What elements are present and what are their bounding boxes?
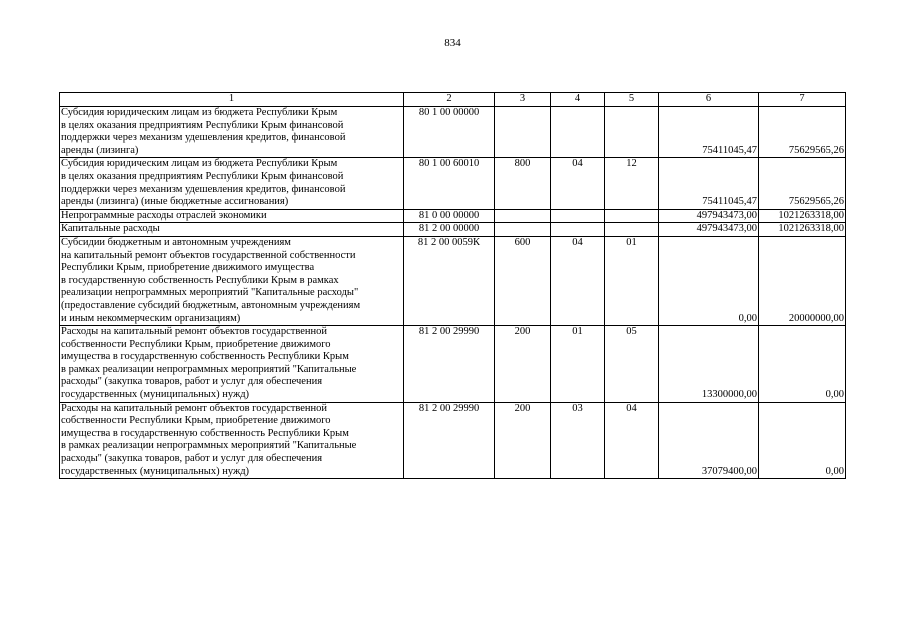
amount-col6: 497943473,00 [659,223,759,237]
table-row [60,209,846,223]
expense-description: Расходы на капитальный ремонт объектов государственной собственности Республики Крым, приобретение движимого имущества в государственную собственность Республики Крым в рамках реализации непрограммных мероприятий "Капитальные расходы" (закупка товаров, работ и услуг для обеспечения государственных (муниципальных) нужд) [60,402,404,479]
expense-description: Субсидия юридическим лицам из бюджета Республики Крым в целях оказания предприятиям Республики Крым финансовой поддержки через механизм удешевления кредитов, финансовой аренды (лизинга) [60,107,404,158]
table-row [60,223,846,237]
amount-col7: 0,00 [759,326,846,403]
target-article-code: 81 2 00 29990 [404,402,495,479]
expense-description: Субсидия юридическим лицам из бюджета Республики Крым в целях оказания предприятиям Республики Крым финансовой поддержки через механизм удешевления кредитов, финансовой аренды (лизинга) (иные бюджетные ассигнования) [60,158,404,209]
section-code: 03 [551,402,605,479]
amount-col7: 75629565,26 [759,107,846,158]
amount-col7: 75629565,26 [759,158,846,209]
expense-description: Непрограммные расходы отраслей экономики [60,209,404,223]
section-code [551,209,605,223]
expense-description: Субсидии бюджетным и автономным учреждениям на капитальный ремонт объектов государственной собственности Республики Крым, приобретение движимого имущества в государственную собственность Республики Крым в рамках реализации непрограммных мероприятий "Капитальные расходы" (предоставление субсидий бюджетным, автономным учреждениям и иным некоммерческим организациям) [60,236,404,325]
target-article-code: 80 1 00 60010 [404,158,495,209]
expense-type-code [495,209,551,223]
expense-description: Расходы на капитальный ремонт объектов государственной собственности Республики Крым, приобретение движимого имущества в государственную собственность Республики Крым в рамках реализации непрограммных мероприятий "Капитальные расходы" (закупка товаров, работ и услуг для обеспечения государственных (муниципальных) нужд) [60,326,404,403]
subsection-code: 12 [605,158,659,209]
amount-col6: 0,00 [659,236,759,325]
column-header: 7 [759,93,846,107]
section-code: 04 [551,236,605,325]
expense-type-code [495,107,551,158]
amount-col6: 75411045,47 [659,158,759,209]
table-row [60,236,846,325]
expense-type-code: 200 [495,326,551,403]
amount-col7: 20000000,00 [759,236,846,325]
budget-table [59,92,846,479]
subsection-code [605,223,659,237]
column-header: 1 [60,93,404,107]
table-row [60,326,846,403]
header-row [60,93,846,107]
subsection-code: 01 [605,236,659,325]
page-number: 834 [444,37,461,49]
amount-col7: 0,00 [759,402,846,479]
target-article-code: 81 2 00 0059К [404,236,495,325]
expense-description: Капитальные расходы [60,223,404,237]
expense-type-code [495,223,551,237]
expense-type-code: 200 [495,402,551,479]
target-article-code: 81 2 00 00000 [404,223,495,237]
amount-col7: 1021263318,00 [759,209,846,223]
target-article-code: 81 2 00 29990 [404,326,495,403]
amount-col6: 497943473,00 [659,209,759,223]
table-row [60,107,846,158]
column-header: 5 [605,93,659,107]
amount-col7: 1021263318,00 [759,223,846,237]
section-code [551,223,605,237]
target-article-code: 81 0 00 00000 [404,209,495,223]
table-row [60,402,846,479]
amount-col6: 13300000,00 [659,326,759,403]
expense-type-code: 800 [495,158,551,209]
expense-type-code: 600 [495,236,551,325]
amount-col6: 75411045,47 [659,107,759,158]
subsection-code [605,107,659,158]
column-header: 2 [404,93,495,107]
column-header: 6 [659,93,759,107]
section-code: 04 [551,158,605,209]
target-article-code: 80 1 00 00000 [404,107,495,158]
section-code: 01 [551,326,605,403]
amount-col6: 37079400,00 [659,402,759,479]
subsection-code: 04 [605,402,659,479]
table-row [60,158,846,209]
column-header: 3 [495,93,551,107]
section-code [551,107,605,158]
subsection-code: 05 [605,326,659,403]
subsection-code [605,209,659,223]
column-header: 4 [551,93,605,107]
